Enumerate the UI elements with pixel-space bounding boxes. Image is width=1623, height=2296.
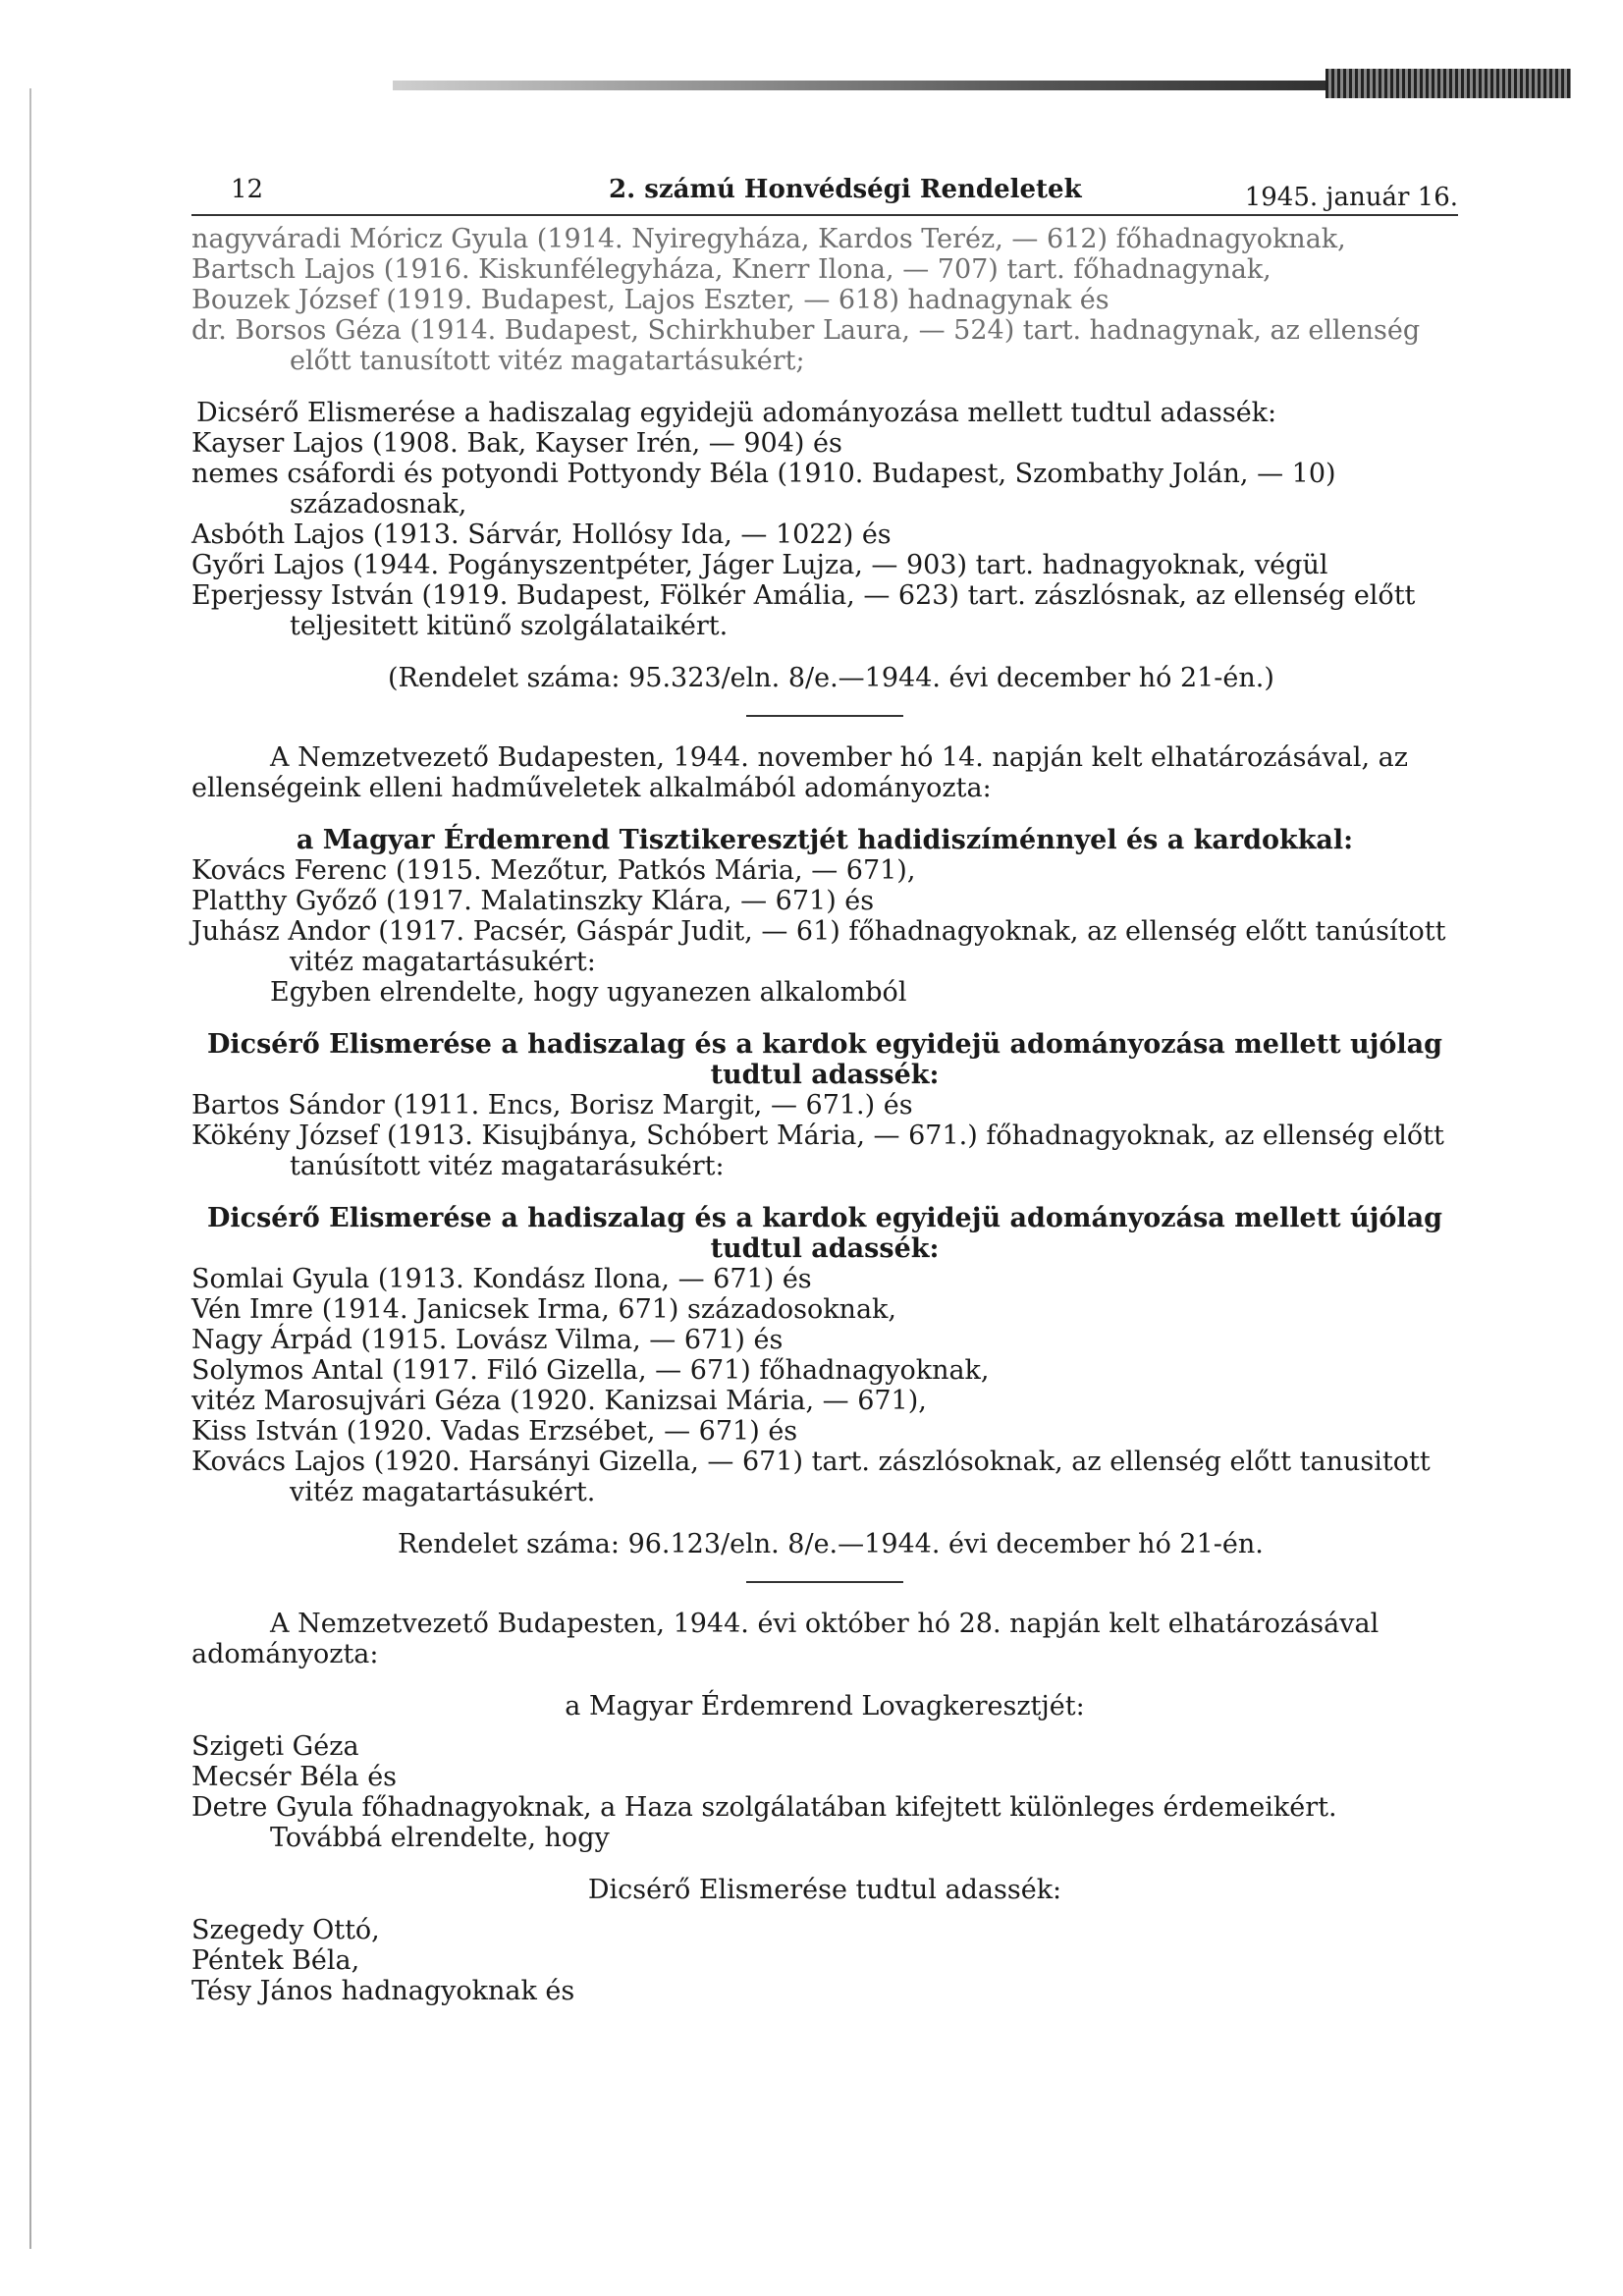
scan-edge-line (29, 88, 31, 2249)
list-item: Detre Gyula főhadnagyoknak, a Haza szolgálatában kifejtett különleges érdemeikért. (191, 1792, 1337, 1823)
order-reference: (Rendelet száma: 95.323/eln. 8/e.—1944. évi december hó 21-én.) (388, 663, 1274, 693)
publication-title: 2. számú Honvédségi Rendeletek (609, 175, 1082, 204)
list-item: Nagy Árpád (1915. Lovász Vilma, — 671) és (191, 1325, 784, 1355)
intro-paragraph: A Nemzetvezető Budapesten, 1944. évi október hó 28. napján kelt elhatározásával adományozta: (191, 1609, 1380, 1669)
section-heading: a Magyar Érdemrend Lovagkeresztjét: (565, 1691, 1085, 1722)
list-item: Szegedy Ottó, (191, 1915, 380, 1945)
body-text: Egyben elrendelte, hogy ugyanezen alkalomból (270, 977, 907, 1008)
section-heading: a Magyar Érdemrend Tisztikeresztjét hadidiszíménnyel és a kardokkal: (296, 825, 1354, 855)
document-body (191, 224, 1458, 2006)
order-reference: Rendelet száma: 96.123/eln. 8/e.—1944. évi december hó 21-én. (398, 1529, 1264, 1559)
page-header (191, 175, 1458, 216)
list-item: Bartos Sándor (1911. Encs, Borisz Margit, — 671.) és (191, 1090, 913, 1121)
list-item: nemes csáfordi és potyondi Pottyondy Béla (1910. Budapest, Szombathy Jolán, — 10) századosnak, (191, 459, 1336, 519)
award-list-7 (191, 1915, 1458, 2006)
section-divider (746, 715, 903, 717)
list-item: Kayser Lajos (1908. Bak, Kayser Irén, — 904) és (191, 428, 842, 459)
award-list-1 (191, 224, 1458, 376)
body-text: Továbbá elrendelte, hogy (270, 1823, 610, 1853)
list-item: Tésy János hadnagyoknak és (191, 1976, 575, 2006)
list-item: Eperjessy István (1919. Budapest, Fölkér Amália, — 623) tart. zászlósnak, az ellenség előtt teljesitett kitünő szolgálataikért. (191, 580, 1416, 641)
list-item: Győri Lajos (1944. Pogányszentpéter, Jáger Lujza, — 903) tart. hadnagyoknak, végül (191, 550, 1328, 580)
list-item: vitéz Marosujvári Géza (1920. Kanizsai Mária, — 671), (191, 1386, 927, 1416)
list-item: Kovács Lajos (1920. Harsányi Gizella, — 671) tart. zászlósoknak, az ellenség előtt tanusitott vitéz magatartásukért. (191, 1447, 1431, 1507)
list-item: Platthy Győző (1917. Malatinszky Klára, — 671) és (191, 886, 875, 916)
list-item: Bartsch Lajos (1916. Kiskunfélegyháza, Knerr Ilona, — 707) tart. főhadnagynak, (191, 254, 1271, 285)
list-item: Somlai Gyula (1913. Kondász Ilona, — 671) és (191, 1264, 812, 1294)
list-item: Péntek Béla, (191, 1945, 360, 1976)
award-list-3 (191, 855, 1458, 977)
section-heading: Dicsérő Elismerése tudtul adassék: (587, 1875, 1062, 1905)
scan-artifact-stripes (1325, 69, 1571, 98)
list-item: Kökény József (1913. Kisujbánya, Schóbert Mária, — 671.) főhadnagyoknak, az ellenség előtt tanúsított vitéz magatarásukért: (191, 1121, 1444, 1181)
list-item: Asbóth Lajos (1913. Sárvár, Hollósy Ida, — 1022) és (191, 519, 892, 550)
section-heading: Dicsérő Elismerése a hadiszalag és a kardok egyidejü adományozása mellett ujólag tudtul adassék: (206, 1029, 1443, 1090)
list-item: Solymos Antal (1917. Filó Gizella, — 671) főhadnagyoknak, (191, 1355, 990, 1386)
list-item: Vén Imre (1914. Janicsek Irma, 671) századosoknak, (191, 1294, 896, 1325)
list-item: Mecsér Béla és (191, 1762, 398, 1792)
list-item: dr. Borsos Géza (1914. Budapest, Schirkhuber Laura, — 524) tart. hadnagynak, az ellenség előtt tanusított vitéz magatartásukért; (191, 315, 1421, 376)
award-list-6 (191, 1731, 1458, 1823)
publication-date: 1945. január 16. (1244, 183, 1458, 212)
section-heading: Dicsérő Elismerése a hadiszalag és a kardok egyidejü adományozása mellett újólag tudtul adassék: (206, 1203, 1443, 1264)
section-heading: Dicsérő Elismerése a hadiszalag egyidejü adományozása mellett tudtul adassék: (196, 398, 1277, 428)
award-list-2 (191, 428, 1458, 641)
page-number: 12 (231, 175, 264, 204)
list-item: Kiss István (1920. Vadas Erzsébet, — 671) és (191, 1416, 798, 1447)
list-item: Bouzek József (1919. Budapest, Lajos Eszter, — 618) hadnagynak és (191, 285, 1109, 315)
list-item: nagyváradi Móricz Gyula (1914. Nyiregyháza, Kardos Teréz, — 612) főhadnagyoknak, (191, 224, 1346, 254)
award-list-4 (191, 1090, 1458, 1181)
intro-paragraph: A Nemzetvezető Budapesten, 1944. november hó 14. napján kelt elhatározásával, az ellenségeink elleni hadműveletek alkalmából adományozta: (191, 742, 1409, 803)
list-item: Kovács Ferenc (1915. Mezőtur, Patkós Mária, — 671), (191, 855, 916, 886)
award-list-5 (191, 1264, 1458, 1507)
list-item: Szigeti Géza (191, 1731, 359, 1762)
list-item: Juhász Andor (1917. Pacsér, Gáspár Judit, — 61) főhadnagyoknak, az ellenség előtt tanúsított vitéz magatartásukért: (191, 916, 1446, 977)
section-divider (746, 1581, 903, 1583)
